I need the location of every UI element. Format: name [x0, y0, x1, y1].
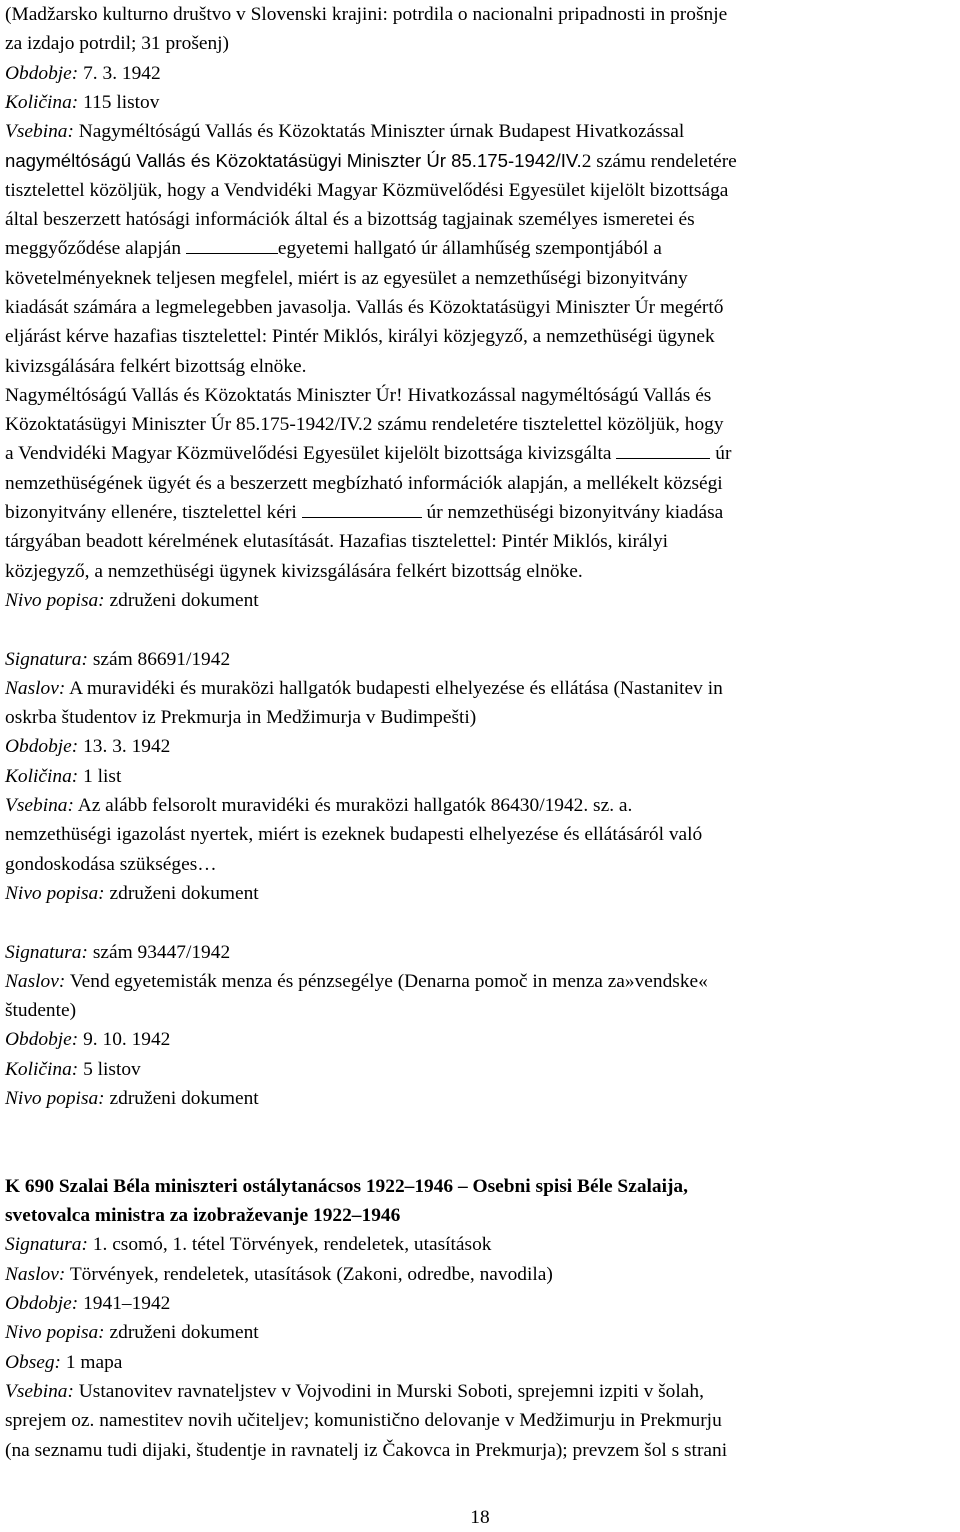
- nivo-label: Nivo popisa:: [5, 1087, 105, 1109]
- text-line: nemzethüségi igazolást nyertek, miért is ezeknek budapesti elhelyezése és ellátásáról való: [5, 824, 703, 846]
- text-line: nagyméltóságú Vallás és Közoktatásügyi Miniszter Úr 85.175-1942/IV.2 számu rendeletére: [5, 150, 737, 173]
- name-blank: [186, 237, 278, 254]
- naslov-row: [5, 967, 957, 996]
- vsebina-row: [5, 791, 957, 820]
- text-line: tisztelettel közöljük, hogy a Vendvidéki Magyar Közmüvelődési Egyesület kijelölt bizottsága: [5, 179, 729, 201]
- nivo-value: združeni dokument: [109, 1322, 259, 1344]
- kolicina-row: [5, 88, 957, 117]
- vsebina-row: [5, 1377, 957, 1406]
- obdobje-row: [5, 59, 957, 88]
- kolicina-row: [5, 1055, 957, 1084]
- text-line: meggyőződése alapján egyetemi hallgató úr államhűség szempontjából a: [5, 238, 662, 260]
- kolicina-label: Količina:: [5, 765, 79, 787]
- obdobje-row: [5, 1289, 957, 1318]
- obdobje-value: 1941–1942: [83, 1293, 171, 1315]
- signatura-value: szám 93447/1942: [92, 941, 231, 963]
- text-line: kivizsgálására felkért bizottság elnöke.: [5, 355, 307, 377]
- nivo-row: [5, 879, 957, 908]
- signatura-value: 1. csomó, 1. tétel Törvények, rendeletek, utasítások: [92, 1234, 492, 1256]
- text-line: gondoskodása szükséges…: [5, 853, 217, 875]
- naslov-value: Törvények, rendeletek, utasítások (Zakoni, odredbe, navodila): [69, 1263, 553, 1285]
- text-line: a Vendvidéki Magyar Közmüvelődési Egyesület kijelölt bizottsága kivizsgálta úr: [5, 443, 732, 465]
- text-line: tárgyában beadott kérelmének elutasítását. Hazafias tisztelettel: Pintér Miklós, királyi: [5, 531, 669, 553]
- kolicina-label: Količina:: [5, 91, 79, 113]
- nivo-label: Nivo popisa:: [5, 1322, 105, 1344]
- nivo-label: Nivo popisa:: [5, 589, 105, 611]
- kolicina-label: Količina:: [5, 1058, 79, 1080]
- naslov-label: Naslov:: [5, 970, 66, 992]
- text-line: Nagyméltóságú Vallás és Közoktatás Miniszter Úr! Hivatkozással nagyméltóságú Vallás és: [5, 384, 712, 406]
- text-line: za izdajo potrdil; 31 prošenj): [5, 33, 230, 55]
- obdobje-label: Obdobje:: [5, 62, 79, 84]
- obseg-value: 1 mapa: [65, 1351, 123, 1373]
- text-line: által beszerzett hatósági információk által és a bizottság tagjainak személyes ismeretei és: [5, 209, 695, 231]
- signatura-label: Signatura:: [5, 648, 88, 670]
- obseg-label: Obseg:: [5, 1351, 62, 1373]
- nivo-value: združeni dokument: [109, 1087, 259, 1109]
- text-line: eljárást kérve hazafias tisztelettel: Pintér Miklós, királyi közjegyző, a nemzethüségi ügynek: [5, 326, 715, 348]
- nivo-row: [5, 1084, 957, 1113]
- signatura-value: szám 86691/1942: [92, 648, 231, 670]
- kolicina-value: 1 list: [83, 765, 122, 787]
- signatura-label: Signatura:: [5, 941, 88, 963]
- kolicina-value: 5 listov: [83, 1058, 141, 1080]
- obseg-row: [5, 1348, 957, 1377]
- text-line: sprejem oz. namestitev novih učiteljev; komunistično delovanje v Medžimurju in Prekmurju: [5, 1410, 722, 1432]
- name-blank: [302, 501, 422, 518]
- naslov-label: Naslov:: [5, 1263, 66, 1285]
- vsebina-text: Nagyméltóságú Vallás és Közoktatás Miniszter úrnak Budapest Hivatkozással: [78, 121, 685, 143]
- obdobje-label: Obdobje:: [5, 1293, 79, 1315]
- obdobje-value: 9. 10. 1942: [83, 1029, 171, 1051]
- signatura-row: [5, 1230, 957, 1259]
- record-86691: [5, 645, 957, 909]
- text-line: bizonyitvány ellenére, tisztelettel kéri úr nemzethüségi bizonyitvány kiadása: [5, 502, 724, 524]
- signatura-row: [5, 938, 957, 967]
- text-line: nemzethüségének ügyét és a beszerzett megbízható információk alapján, a mellékelt községi: [5, 472, 723, 494]
- vsebina-label: Vsebina:: [5, 795, 74, 817]
- text-line: Közoktatásügyi Miniszter Úr 85.175-1942/IV.2 számu rendeletére tisztelettel közöljük, hogy: [5, 414, 724, 436]
- fonds-heading: svetovalca ministra za izobraževanje 1922–1946: [5, 1205, 401, 1227]
- vsebina-text: Az alább felsorolt muravidéki és muraközi hallgatók 86430/1942. sz. a.: [77, 795, 633, 817]
- vsebina-label: Vsebina:: [5, 121, 74, 143]
- naslov-row: [5, 674, 957, 703]
- obdobje-value: 7. 3. 1942: [83, 62, 161, 84]
- text-line: követelményeknek teljesen megfelel, miért is az egyesület a nemzethűségi bizonyitvány: [5, 267, 688, 289]
- nivo-row: [5, 586, 957, 615]
- text-line: oskrba študentov iz Prekmurja in Medžimurja v Budimpešti): [5, 707, 477, 729]
- obdobje-label: Obdobje:: [5, 736, 79, 758]
- record-top: [5, 0, 957, 615]
- obdobje-row: [5, 732, 957, 761]
- vsebina-row: [5, 117, 957, 146]
- vsebina-label: Vsebina:: [5, 1380, 74, 1402]
- name-blank: [616, 442, 710, 459]
- nivo-value: združeni dokument: [109, 882, 259, 904]
- text-line: kiadását számára a legmelegebben javasolja. Vallás és Közoktatásügyi Miniszter Úr megértő: [5, 296, 724, 318]
- text-line: (na seznamu tudi dijaki, študentje in ravnatelj iz Čakovca in Prekmurja); prevzem šol s strani: [5, 1439, 728, 1461]
- nivo-value: združeni dokument: [109, 589, 259, 611]
- fonds-heading: K 690 Szalai Béla miniszteri ostálytanácsos 1922–1946 – Osebni spisi Béle Szalaija,: [5, 1175, 688, 1197]
- obdobje-label: Obdobje:: [5, 1029, 79, 1051]
- record-93447: [5, 938, 957, 1114]
- signatura-row: [5, 645, 957, 674]
- obdobje-value: 13. 3. 1942: [83, 736, 171, 758]
- naslov-value: A muravidéki és muraközi hallgatók budapesti elhelyezése és ellátása (Nastanitev in: [69, 677, 723, 699]
- page-number: 18: [470, 1507, 490, 1528]
- vsebina-text: Ustanovitev ravnateljstev v Vojvodini in Murski Soboti, sprejemni izpiti v šolah,: [78, 1380, 704, 1402]
- document-page: [5, 0, 957, 1465]
- kolicina-value: 115 listov: [83, 91, 160, 113]
- text-line: študente): [5, 1000, 77, 1022]
- nivo-row: [5, 1318, 957, 1347]
- naslov-value: Vend egyetemisták menza és pénzsegélye (Denarna pomoč in menza za»vendske«: [69, 970, 708, 992]
- fonds-k690: [5, 1172, 957, 1465]
- text-line: közjegyző, a nemzethüségi ügynek kivizsgálására felkért bizottság elnöke.: [5, 560, 583, 582]
- obdobje-row: [5, 1025, 957, 1054]
- naslov-label: Naslov:: [5, 677, 66, 699]
- nivo-label: Nivo popisa:: [5, 882, 105, 904]
- naslov-row: [5, 1260, 957, 1289]
- signatura-label: Signatura:: [5, 1234, 88, 1256]
- text-line: (Madžarsko kulturno društvo v Slovenski krajini: potrdila o nacionalni pripadnosti in prošnje: [5, 4, 728, 25]
- kolicina-row: [5, 762, 957, 791]
